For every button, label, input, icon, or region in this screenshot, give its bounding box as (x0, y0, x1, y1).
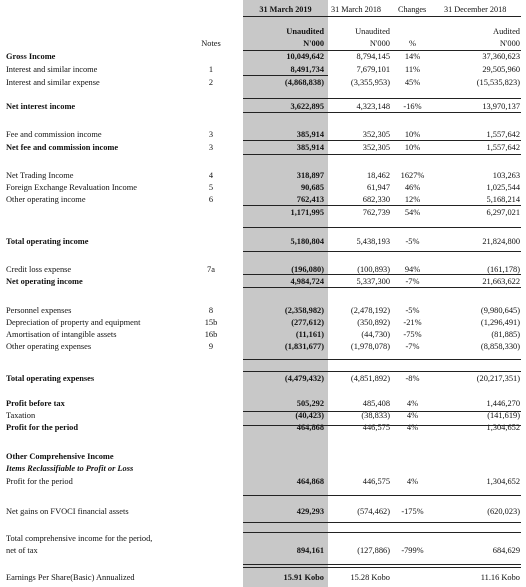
row-label: Other Comprehensive Income (6, 452, 114, 461)
table-row (0, 545, 526, 556)
row-label: Net fee and commission income (6, 143, 119, 152)
value-dec-2018: 21,824,800 (482, 237, 520, 246)
table-row (0, 305, 526, 316)
value-mar-2018: (2,478,192) (350, 306, 390, 315)
rule (243, 140, 521, 141)
row-note: 3 (208, 143, 214, 152)
value-mar-2019: 318,897 (296, 171, 324, 180)
table-row (0, 329, 526, 340)
table-row (0, 170, 526, 181)
table-row (0, 182, 526, 193)
rule (243, 112, 521, 113)
table-row (0, 77, 526, 88)
value-change: -16% (403, 102, 422, 111)
row-note: 3 (208, 130, 214, 139)
value-mar-2018: (3,355,953) (350, 78, 390, 87)
row-label: Net gains on FVOCI financial assets (6, 507, 129, 516)
value-dec-2018: 103,263 (492, 171, 520, 180)
value-change: 4% (406, 477, 419, 486)
row-note: 16b (204, 330, 218, 339)
value-dec-2018: 37,360,623 (482, 52, 520, 61)
sub-2019-audit: Unaudited (286, 27, 324, 36)
rule (243, 205, 521, 206)
value-mar-2019: 8,491,734 (290, 65, 324, 74)
value-change: -21% (403, 318, 422, 327)
value-change: 54% (404, 208, 421, 217)
table-row (0, 276, 526, 287)
value-mar-2018: 446,575 (362, 477, 390, 486)
rule (243, 564, 521, 565)
row-note: 9 (208, 342, 214, 351)
value-mar-2019: (2,358,982) (284, 306, 324, 315)
rule (243, 567, 521, 568)
table-row (0, 64, 526, 75)
table-row (0, 451, 526, 462)
table-row (0, 101, 526, 112)
value-dec-2018: 684,629 (492, 546, 520, 555)
value-mar-2018: (350,892) (357, 318, 390, 327)
row-label: Net operating income (6, 277, 83, 286)
table-row (0, 129, 526, 140)
row-note: 2 (208, 78, 214, 87)
value-dec-2018: 13,970,137 (482, 102, 520, 111)
table-row (0, 422, 526, 433)
value-mar-2019: (4,868,838) (284, 78, 324, 87)
value-change: -5% (405, 306, 420, 315)
value-dec-2018: 1,557,642 (486, 143, 520, 152)
value-dec-2018: (15,535,823) (476, 78, 520, 87)
value-dec-2018: (8,858,330) (480, 342, 520, 351)
table-row (0, 506, 526, 517)
row-label: Credit loss expense (6, 265, 72, 274)
row-label: Depreciation of property and equipment (6, 318, 141, 327)
value-mar-2019: 10,049,642 (286, 52, 324, 61)
table-row (0, 194, 526, 205)
value-dec-2018: 1,304,652 (486, 477, 520, 486)
value-mar-2018: 682,330 (362, 195, 390, 204)
row-label: net of tax (6, 546, 38, 555)
value-change: 45% (404, 78, 421, 87)
row-label: Interest and similar income (6, 65, 98, 74)
row-label: Fee and commission income (6, 130, 102, 139)
subheader-row-2 (0, 38, 526, 49)
row-note: 7a (207, 265, 215, 274)
value-mar-2019: 762,413 (296, 195, 324, 204)
value-change: -75% (403, 330, 422, 339)
value-change: 46% (404, 183, 421, 192)
rule (243, 371, 521, 372)
value-mar-2019: 5,180,804 (290, 237, 324, 246)
value-mar-2018: (100,893) (357, 265, 390, 274)
value-mar-2019: 464,868 (296, 477, 324, 486)
value-change: -5% (405, 237, 420, 246)
rule (243, 287, 521, 288)
rule (243, 154, 521, 155)
subheader-row-1 (0, 26, 526, 37)
value-change: 10% (404, 143, 421, 152)
value-change: -799% (401, 546, 424, 555)
value-mar-2019: 3,622,895 (290, 102, 324, 111)
current-period-column-shading (243, 0, 328, 587)
value-mar-2018: 4,323,148 (356, 102, 390, 111)
row-note: 1 (208, 65, 214, 74)
row-label: Total operating expenses (6, 374, 95, 383)
value-mar-2019: 385,914 (296, 143, 324, 152)
value-dec-2018: 1,304,652 (486, 423, 520, 432)
value-mar-2019: 385,914 (296, 130, 324, 139)
table-row (0, 236, 526, 247)
value-mar-2018: (4,851,892) (350, 374, 390, 383)
value-dec-2018: 6,297,021 (486, 208, 520, 217)
row-label: Earnings Per Share(Basic) Annualized (6, 573, 135, 582)
col-header-changes: Changes (398, 5, 427, 14)
value-change: -8% (405, 374, 420, 383)
value-mar-2018: (1,978,078) (350, 342, 390, 351)
row-label: Items Reclassifiable to Profit or Loss (6, 464, 134, 473)
row-note: 4 (208, 171, 214, 180)
table-row (0, 142, 526, 153)
value-change: 4% (406, 423, 419, 432)
table-row (0, 572, 526, 583)
row-note: 8 (208, 306, 214, 315)
row-label: Foreign Exchange Revaluation Income (6, 183, 137, 192)
table-row (0, 51, 526, 62)
rule (243, 359, 521, 360)
value-mar-2019: (11,161) (295, 330, 324, 339)
value-mar-2019: 15.91 Kobo (283, 573, 324, 582)
sub-dec-unit: N'000 (499, 39, 520, 48)
row-label: Gross Income (6, 52, 56, 61)
table-row (0, 398, 526, 409)
column-header-row (0, 4, 526, 15)
value-mar-2019: (4,479,432) (284, 374, 324, 383)
sub-2018-audit: Unaudited (355, 27, 390, 36)
value-mar-2019: 464,868 (296, 423, 324, 432)
value-mar-2019: 429,293 (296, 507, 324, 516)
value-mar-2018: 61,947 (366, 183, 390, 192)
rule (243, 411, 521, 412)
value-mar-2018: (38,833) (361, 411, 390, 420)
row-note: 6 (208, 195, 214, 204)
value-dec-2018: (81,885) (491, 330, 520, 339)
row-label: Total comprehensive income for the period, (6, 534, 153, 543)
value-mar-2019: (277,612) (291, 318, 324, 327)
value-mar-2018: 5,337,300 (356, 277, 390, 286)
value-mar-2018: 15.28 Kobo (350, 573, 390, 582)
value-dec-2018: (161,178) (487, 265, 520, 274)
table-row (0, 341, 526, 352)
value-change: 1627% (400, 171, 425, 180)
row-note: 15b (204, 318, 218, 327)
table-row (0, 463, 526, 474)
value-change: -7% (405, 342, 420, 351)
sub-dec-audit: Audited (493, 27, 520, 36)
notes-header: Notes (201, 39, 221, 48)
row-label: Other operating expenses (6, 342, 92, 351)
col-header-2019: 31 March 2019 (259, 5, 312, 14)
value-mar-2019: 4,984,724 (290, 277, 324, 286)
row-label: Net interest income (6, 102, 76, 111)
row-label: Net Trading Income (6, 171, 74, 180)
row-label: Other operating income (6, 195, 86, 204)
value-mar-2019: 1,171,995 (290, 208, 324, 217)
value-dec-2018: 5,168,214 (486, 195, 520, 204)
row-label: Total operating income (6, 237, 89, 246)
row-label: Amortisation of intangible assets (6, 330, 117, 339)
value-mar-2018: 446,575 (362, 423, 390, 432)
col-header-dec-2018: 31 December 2018 (444, 5, 507, 14)
value-change: -175% (401, 507, 424, 516)
sub-2018-unit: N'000 (369, 39, 390, 48)
value-mar-2019: 90,685 (300, 183, 324, 192)
value-change: 4% (406, 411, 419, 420)
value-change: 12% (404, 195, 421, 204)
header-underline (243, 16, 521, 17)
value-dec-2018: (9,980,645) (480, 306, 520, 315)
rule (243, 532, 521, 533)
table-row (0, 533, 526, 544)
table-row (0, 373, 526, 384)
value-mar-2019: (1,831,677) (284, 342, 324, 351)
value-mar-2019: 894,161 (296, 546, 324, 555)
value-mar-2018: 7,679,101 (356, 65, 390, 74)
table-row (0, 476, 526, 487)
value-mar-2018: (574,462) (357, 507, 390, 516)
value-dec-2018: 1,446,270 (486, 399, 520, 408)
table-row (0, 317, 526, 328)
rule (243, 75, 328, 76)
value-mar-2018: 352,305 (362, 143, 390, 152)
value-change: 14% (404, 52, 421, 61)
row-label: Interest and similar expense (6, 78, 100, 87)
row-label: Profit for the period (6, 423, 79, 432)
row-label: Profit for the period (6, 477, 73, 486)
rule (243, 274, 521, 275)
value-dec-2018: 1,557,642 (486, 130, 520, 139)
value-mar-2019: (196,080) (291, 265, 324, 274)
rule (243, 227, 521, 228)
value-mar-2018: 352,305 (362, 130, 390, 139)
value-mar-2018: 5,438,193 (356, 237, 390, 246)
value-mar-2018: 485,408 (362, 399, 390, 408)
rule (243, 425, 521, 426)
row-label: Personnel expenses (6, 306, 72, 315)
sub-2019-unit: N'000 (303, 39, 324, 48)
value-change: 10% (404, 130, 421, 139)
value-mar-2019: (40,423) (295, 411, 324, 420)
value-mar-2018: 18,462 (366, 171, 390, 180)
rule (243, 522, 521, 523)
value-change: -7% (405, 277, 420, 286)
value-dec-2018: 1,025,544 (486, 183, 520, 192)
value-change: 11% (404, 65, 421, 74)
value-mar-2019: 505,292 (296, 399, 324, 408)
value-mar-2018: (44,730) (361, 330, 390, 339)
table-row (0, 207, 526, 218)
col-header-2018: 31 March 2018 (331, 5, 382, 14)
value-mar-2018: 762,739 (362, 208, 390, 217)
rule (243, 495, 521, 496)
sub-changes-unit: % (409, 39, 416, 48)
row-note: 5 (208, 183, 214, 192)
row-label: Profit before tax (6, 399, 65, 408)
value-dec-2018: (141,619) (487, 411, 520, 420)
rule (243, 251, 521, 252)
value-mar-2018: (127,886) (357, 546, 390, 555)
rule (243, 98, 521, 99)
value-dec-2018: (620,023) (487, 507, 520, 516)
value-change: 94% (404, 265, 421, 274)
value-dec-2018: 21,663,622 (482, 277, 520, 286)
value-mar-2018: 8,794,145 (356, 52, 390, 61)
row-label: Taxation (6, 411, 36, 420)
value-dec-2018: 29,505,960 (482, 65, 520, 74)
value-dec-2018: (20,217,351) (476, 374, 520, 383)
value-change: 4% (406, 399, 419, 408)
value-dec-2018: 11.16 Kobo (480, 573, 520, 582)
value-dec-2018: (1,296,491) (480, 318, 520, 327)
